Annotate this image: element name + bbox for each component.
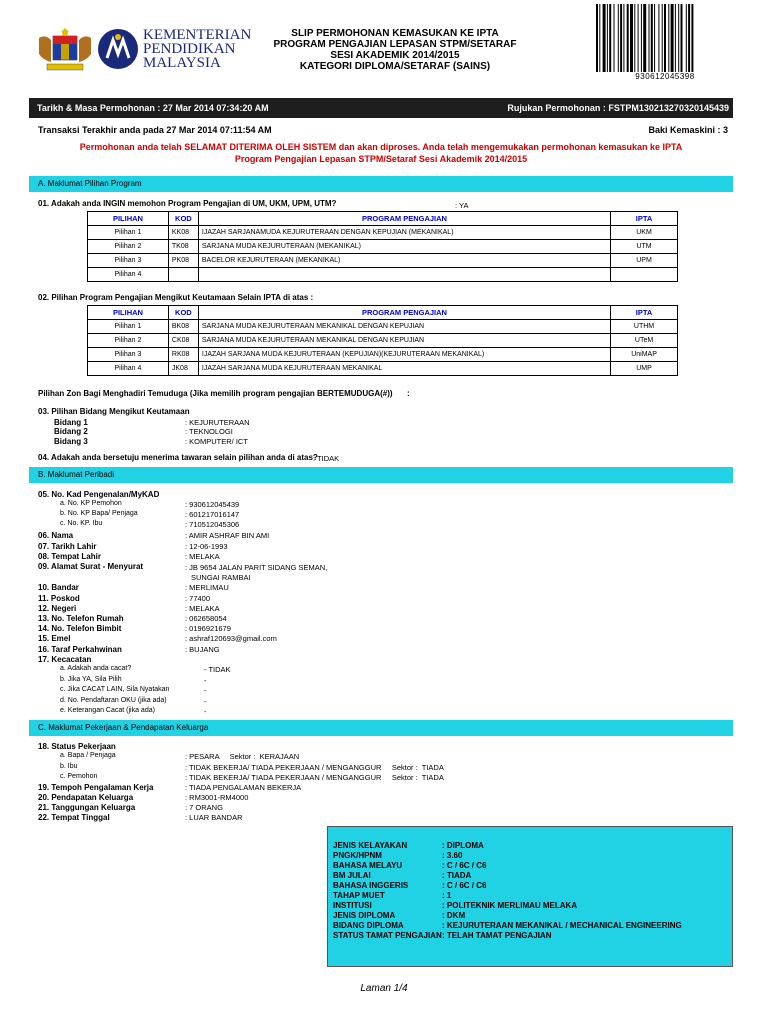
kpm-line-1: KEMENTERIAN	[143, 27, 252, 43]
col-pilihan: PILIHAN	[88, 212, 169, 226]
poskod-label: 11. Poskod	[38, 594, 80, 603]
malaysia-crest-icon	[35, 28, 95, 72]
success-notice	[29, 141, 733, 165]
update-balance: Baki Kemaskini : 3	[648, 125, 728, 135]
alamat-label: 09. Alamat Surat - Menyurat	[38, 562, 144, 571]
qual-label: JENIS DIPLOMA	[333, 911, 396, 920]
telefon-bimbit-label: 14. No. Telefon Bimbit	[38, 624, 122, 633]
title-line-3: SESI AKADEMIK 2014/2015	[330, 50, 460, 61]
pengalaman-label: 19. Tempoh Pengalaman Kerja	[38, 783, 154, 792]
pendapatan-label: 20. Pendapatan Keluarga	[38, 793, 134, 802]
kpm-line-3: MALAYSIA	[143, 55, 221, 71]
tanggungan-label: 21. Tanggungan Keluarga	[38, 803, 136, 812]
qualification-box	[327, 826, 733, 967]
status-pemohon-label: c. Pemohon	[60, 773, 98, 780]
section-b-header: B. Maklumat Peribadi	[29, 467, 733, 483]
table-row: Pilihan 3 RK08 IJAZAH SARJANA MUDA KEJURUTERAAN (KEPUJIAN)(KEJURUTERAAN MEKANIKAL) UniMAP	[88, 348, 678, 362]
telefon-bimbit-value: : 0196921679	[185, 624, 231, 633]
kpm-emblem-icon	[97, 28, 139, 70]
tarikh-lahir-label: 07. Tarikh Lahir	[38, 542, 97, 551]
nama-value: : AMIR ASHRAF BIN AMI	[185, 531, 270, 540]
qual-value: : TIADA	[442, 871, 472, 880]
table-row: Pilihan 4 JK08 IJAZAH SARJANA MUDA KEJURUTERAAN MEKANIKAL UMP	[88, 362, 678, 376]
kecacatan-label: 17. Kecacatan	[38, 655, 92, 664]
taraf-perkahwinan-value: : BUJANG	[185, 645, 220, 654]
qual-label: JENIS KELAYAKAN	[333, 841, 408, 850]
bidang-1-value: : KEJURUTERAAN	[185, 418, 250, 427]
notice-line-2: Program Pengajian Lepasan STPM/Setaraf Sesi Akademik 2014/2015	[234, 154, 528, 164]
page-number: Laman 1/4	[360, 983, 408, 994]
tempat-tinggal-value: : LUAR BANDAR	[185, 813, 243, 822]
cacat-b-label: b. Jika YA, Sila Pilih	[60, 676, 122, 683]
notice-line-1: Permohonan anda telah SELAMAT DITERIMA OLEH SISTEM dan akan diproses. Anda telah mengemukakan permohonan kemasukan ke IPTA	[79, 142, 683, 152]
question-04: 04. Adakah anda bersetuju menerima tawaran selain pilihan anda di atas?	[38, 453, 318, 462]
ic-bapa-value: : 601217016147	[185, 510, 240, 519]
table-row: Pilihan 2 TK08 SARJANA MUDA KEJURUTERAAN (MEKANIKAL) UTM	[88, 240, 678, 254]
status-ibu-label: b. Ibu	[60, 763, 78, 770]
qual-value: : DKM	[442, 911, 466, 920]
qual-value: : POLITEKNIK MERLIMAU MELAKA	[442, 901, 578, 910]
telefon-rumah-label: 13. No. Telefon Rumah	[38, 614, 124, 623]
interview-zone-colon: :	[407, 389, 410, 398]
bidang-2-label: Bidang 2	[54, 427, 88, 436]
application-datetime: Tarikh & Masa Permohonan : 27 Mar 2014 07:34:20 AM	[37, 103, 269, 113]
kpm-logo	[97, 26, 257, 74]
bidang-1-label: Bidang 1	[54, 418, 88, 427]
nama-label: 06. Nama	[38, 531, 74, 540]
col-program: PROGRAM PENGAJIAN	[198, 212, 610, 226]
barcode-number: 930612045398	[635, 72, 695, 81]
question-01: 01. Adakah anda INGIN memohon Program Pengajian di UM, UKM, UPM, UTM?	[38, 199, 337, 208]
status-pemohon-value: : TIDAK BEKERJA/ TIADA PEKERJAAN / MENGANGGUR Sektor : TIADA	[185, 773, 444, 782]
qual-label: STATUS TAMAT PENGAJIAN	[333, 931, 442, 940]
title-line-1: SLIP PERMOHONAN KEMASUKAN KE IPTA	[291, 28, 499, 39]
tarikh-lahir-value: : 12-06-1993	[185, 542, 228, 551]
cacat-c-value: -	[204, 686, 207, 695]
taraf-perkahwinan-label: 16. Taraf Perkahwinan	[38, 645, 122, 654]
qual-label: TAHAP MUET	[333, 891, 385, 900]
status-ibu-value: : TIDAK BEKERJA/ TIADA PEKERJAAN / MENGANGGUR Sektor : TIADA	[185, 763, 444, 772]
question-04-answer: : TIDAK	[313, 454, 340, 463]
qual-value: : 3.60	[442, 851, 463, 860]
qual-value: : C / 6C / C6	[442, 881, 487, 890]
qual-value: : 1	[442, 891, 452, 900]
emel-label: 15. Emel	[38, 634, 71, 643]
alamat-line-2: SUNGAI RAMBAI	[191, 573, 251, 582]
ic-ibu-label: c. No. KP. Ibu	[60, 520, 103, 527]
table-row: Pilihan 2 CK08 SARJANA MUDA KEJURUTERAAN MEKANIKAL DENGAN KEPUJIAN UTeM	[88, 334, 678, 348]
application-reference: Rujukan Permohonan : FSTPM130213270320145439	[507, 103, 729, 113]
col-kod: KOD	[168, 306, 198, 320]
question-01-answer: : YA	[455, 201, 469, 210]
cacat-e-value: -	[204, 707, 207, 716]
col-program: PROGRAM PENGAJIAN	[198, 306, 610, 320]
ic-ibu-value: : 710512045306	[185, 520, 240, 529]
cacat-a-value: - TIDAK	[204, 665, 231, 674]
cacat-a-label: a. Adakah anda cacat?	[60, 665, 132, 672]
qual-value: : KEJURUTERAAN MEKANIKAL / MECHANICAL ENGINEERING	[442, 921, 682, 930]
slip-title	[250, 28, 540, 72]
col-ipta: IPTA	[611, 212, 678, 226]
ic-bapa-label: b. No. KP Bapa/ Penjaga	[60, 510, 138, 517]
section-a-header: A. Maklumat Pilihan Program	[29, 176, 733, 192]
bidang-2-value: : TEKNOLOGI	[185, 427, 233, 436]
table-row: Pilihan 4	[88, 268, 678, 282]
bandar-value: : MERLIMAU	[185, 583, 229, 592]
poskod-value: : 77400	[185, 594, 211, 603]
tempat-tinggal-label: 22. Tempat Tinggal	[38, 813, 110, 822]
tempat-lahir-value: : MELAKA	[185, 552, 220, 561]
qual-value: : DIPLOMA	[442, 841, 484, 850]
question-03: 03. Pilihan Bidang Mengikut Keutamaan	[38, 407, 190, 416]
telefon-rumah-value: : 062658054	[185, 614, 227, 623]
cacat-d-label: d. No. Pendaftaran OKU (jika ada)	[60, 697, 167, 704]
col-kod: KOD	[168, 212, 198, 226]
pengalaman-value: : TIADA PENGALAMAN BEKERJA	[185, 783, 302, 792]
qual-label: BAHASA INGGERIS	[333, 881, 409, 890]
alamat-value: : JB 9654 JALAN PARIT SIDANG SEMAN,	[185, 563, 328, 572]
cacat-b-value: -	[204, 676, 207, 685]
last-transaction: Transaksi Terakhir anda pada 27 Mar 2014 07:11:54 AM	[38, 125, 272, 135]
negeri-value: : MELAKA	[185, 604, 220, 613]
cacat-d-value: -	[204, 697, 207, 706]
qual-label: PNGK/HPNM	[333, 851, 382, 860]
status-bapa-label: a. Bapa / Penjaga	[60, 752, 116, 759]
question-18: 18. Status Pekerjaan	[38, 742, 116, 751]
table-row: Pilihan 1 BK08 SARJANA MUDA KEJURUTERAAN MEKANIKAL DENGAN KEPUJIAN UTHM	[88, 320, 678, 334]
bidang-3-label: Bidang 3	[54, 437, 88, 446]
cacat-c-label: c. Jika CACAT LAIN, Sila Nyatakan	[60, 686, 170, 693]
tempat-lahir-label: 08. Tempat Lahir	[38, 552, 101, 561]
negeri-label: 12. Negeri	[38, 604, 77, 613]
bandar-label: 10. Bandar	[38, 583, 79, 592]
interview-zone-question: Pilihan Zon Bagi Menghadiri Temuduga (Jika memilih program pengajian BERTEMUDUGA(#))	[38, 389, 393, 398]
qual-value: : TELAH TAMAT PENGAJIAN	[442, 931, 552, 940]
tanggungan-value: : 7 ORANG	[185, 803, 223, 812]
cacat-e-label: e. Keterangan Cacat (jika ada)	[60, 707, 155, 714]
program-table-1	[87, 211, 678, 282]
qual-value: : C / 6C / C6	[442, 861, 487, 870]
table-row: Pilihan 3 PK08 BACELOR KEJURUTERAAN (MEKANIKAL) UPM	[88, 254, 678, 268]
bidang-3-value: : KOMPUTER/ ICT	[185, 437, 248, 446]
barcode-icon	[596, 4, 731, 72]
ic-pemohon-label: a. No. KP Pemohon	[60, 500, 122, 507]
emel-value: : ashraf120693@gmail.com	[185, 634, 277, 643]
question-05: 05. No. Kad Pengenalan/MyKAD	[38, 490, 160, 499]
question-02: 02. Pilihan Program Pengajian Mengikut Keutamaan Selain IPTA di atas :	[38, 293, 314, 302]
qual-label: BAHASA MELAYU	[333, 861, 403, 870]
col-pilihan: PILIHAN	[88, 306, 169, 320]
kpm-line-2: PENDIDIKAN	[143, 41, 236, 57]
qual-label: INSTITUSI	[333, 901, 372, 910]
ic-pemohon-value: : 930612045439	[185, 500, 240, 509]
title-line-4: KATEGORI DIPLOMA/SETARAF (SAINS)	[299, 61, 491, 72]
application-info-bar	[29, 98, 733, 118]
section-c-header: C. Maklumat Pekerjaan & Pendapatan Keluarga	[29, 720, 733, 736]
program-table-2	[87, 305, 678, 376]
col-ipta: IPTA	[611, 306, 678, 320]
table-row: Pilihan 1 KK08 IJAZAH SARJANAMUDA KEJURUTERAAN DENGAN KEPUJIAN (MEKANIKAL) UKM	[88, 226, 678, 240]
qual-label: BIDANG DIPLOMA	[333, 921, 404, 930]
status-bapa-value: : PESARA Sektor : KERAJAAN	[185, 752, 300, 761]
qual-label: BM JULAI	[333, 871, 371, 880]
title-line-2: PROGRAM PENGAJIAN LEPASAN STPM/SETARAF	[273, 39, 517, 50]
pendapatan-value: : RM3001-RM4000	[185, 793, 249, 802]
